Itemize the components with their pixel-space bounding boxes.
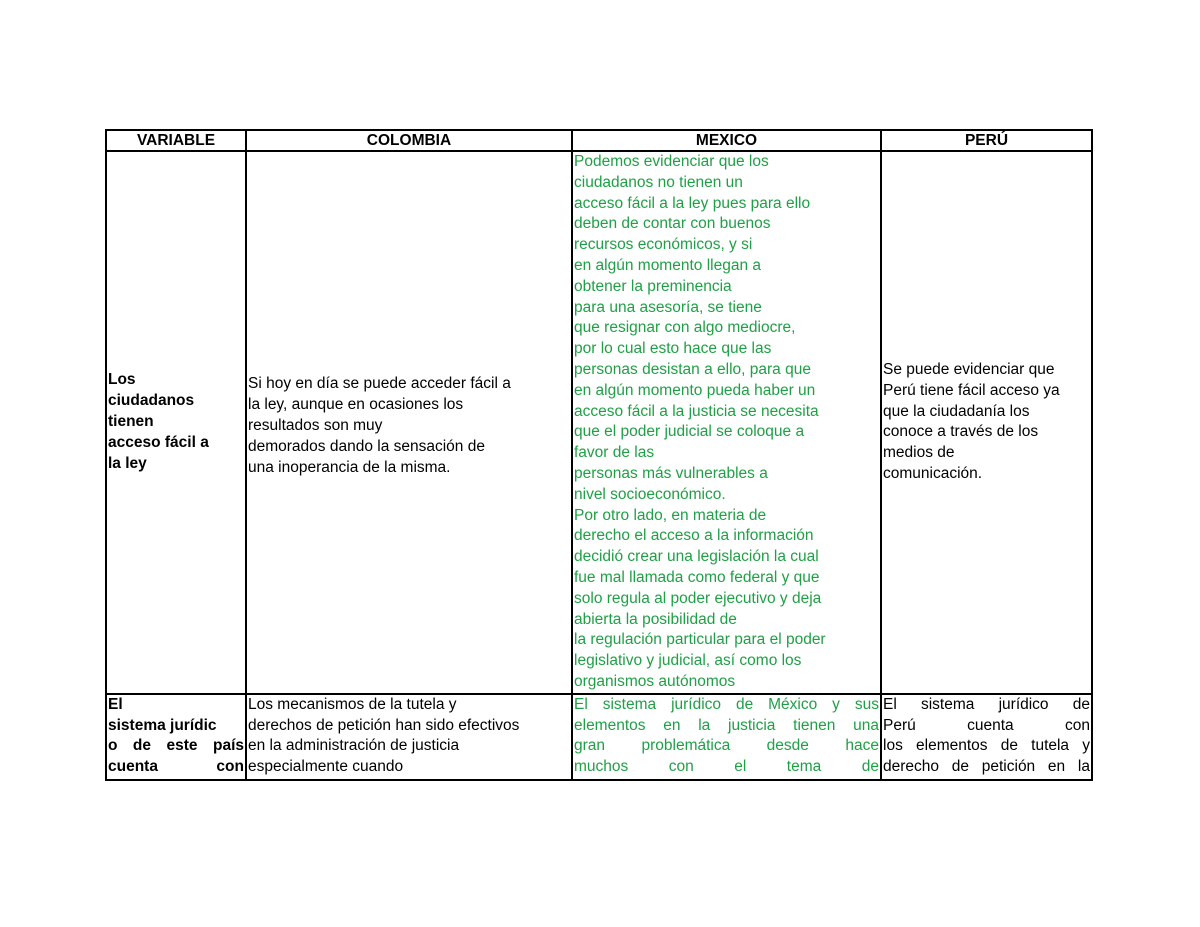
cell-line: para una asesoría, se tiene: [574, 298, 762, 316]
cell-line: los elementos de tutela y: [883, 737, 1090, 755]
cell-line: Perú tiene fácil acceso ya: [883, 381, 1060, 399]
cell-line: ciudadanos no tienen un: [574, 173, 743, 191]
cell-line: comunicación.: [883, 464, 983, 482]
header-mexico: MEXICO: [572, 130, 881, 151]
cell-line: acceso fácil a la justicia se necesita: [574, 402, 819, 420]
row2-colombia-cell: [246, 694, 572, 780]
cell-line: en algún momento pueda haber un: [574, 381, 816, 399]
cell-line: Los mecanismos de la tutela y: [248, 695, 457, 713]
row2-mexico-cell: [572, 694, 881, 780]
row2-peru-cell: [881, 694, 1092, 780]
row1-variable-cell: [106, 151, 246, 694]
cell-line: o de este país: [108, 737, 244, 755]
cell-line: una inoperancia de la misma.: [248, 458, 451, 476]
cell-line: la ley: [108, 454, 147, 472]
cell-line: tienen: [108, 412, 154, 430]
cell-line: la ley, aunque en ocasiones los: [248, 396, 464, 414]
cell-line: muchos con el tema de: [574, 758, 879, 776]
cell-line: obtener la preminencia: [574, 277, 732, 295]
cell-line: medios de: [883, 444, 955, 462]
cell-line: conoce a través de los: [883, 423, 1039, 441]
table-row: [106, 694, 1092, 780]
cell-line: Si hoy en día se puede acceder fácil a: [248, 375, 511, 393]
cell-line: derecho el acceso a la información: [574, 527, 814, 545]
cell-line: gran problemática desde hace: [574, 737, 879, 755]
row1-colombia-cell: [246, 151, 572, 694]
cell-line: recursos económicos, y si: [574, 236, 753, 254]
cell-line: El sistema jurídico de: [883, 695, 1090, 713]
cell-line: especialmente cuando: [248, 758, 404, 776]
cell-line: por lo cual esto hace que las: [574, 340, 772, 358]
row1-peru-cell: [881, 151, 1092, 694]
cell-line: derecho de petición en la: [883, 758, 1090, 776]
cell-line: nivel socioeconómico.: [574, 485, 726, 503]
cell-line: personas desistan a ello, para que: [574, 360, 811, 378]
cell-line: en algún momento llegan a: [574, 256, 761, 274]
cell-line: solo regula al poder ejecutivo y deja: [574, 589, 822, 607]
cell-line: abierta la posibilidad de: [574, 610, 737, 628]
header-variable: VARIABLE: [106, 130, 246, 151]
cell-line: acceso fácil a la ley pues para ello: [574, 194, 811, 212]
cell-line: legislativo y judicial, así como los: [574, 652, 802, 670]
cell-line: Perú cuenta con: [883, 716, 1090, 734]
row1-mexico-cell: [572, 151, 881, 694]
cell-line: Por otro lado, en materia de: [574, 506, 767, 524]
cell-line: elementos en la justicia tienen una: [574, 716, 879, 734]
comparison-table: [105, 129, 1093, 781]
cell-line: Se puede evidenciar que: [883, 360, 1055, 378]
cell-line: fue mal llamada como federal y que: [574, 568, 820, 586]
table-row: [106, 151, 1092, 694]
cell-line: demorados dando la sensación de: [248, 437, 485, 455]
cell-line: favor de las: [574, 444, 655, 462]
cell-line: derechos de petición han sido efectivos: [248, 716, 520, 734]
cell-line: en la administración de justicia: [248, 737, 460, 755]
cell-line: Los: [108, 371, 136, 389]
cell-line: que el poder judicial se coloque a: [574, 423, 805, 441]
table-header-row: [106, 130, 1092, 151]
cell-line: cuenta con: [108, 758, 244, 776]
cell-line: deben de contar con buenos: [574, 215, 771, 233]
cell-line: personas más vulnerables a: [574, 464, 768, 482]
cell-line: acceso fácil a: [108, 433, 209, 451]
cell-line: El: [108, 695, 123, 713]
cell-line: sistema jurídic: [108, 716, 217, 734]
cell-line: resultados son muy: [248, 416, 383, 434]
cell-line: decidió crear una legislación la cual: [574, 548, 819, 566]
cell-line: ciudadanos: [108, 392, 195, 410]
cell-line: la regulación particular para el poder: [574, 631, 826, 649]
header-colombia: COLOMBIA: [246, 130, 572, 151]
header-peru: PERÚ: [881, 130, 1092, 151]
cell-line: organismos autónomos: [574, 672, 736, 690]
cell-line: que resignar con algo mediocre,: [574, 319, 796, 337]
row2-variable-cell: [106, 694, 246, 780]
cell-line: que la ciudadanía los: [883, 402, 1030, 420]
cell-line: Podemos evidenciar que los: [574, 153, 769, 170]
cell-line: El sistema jurídico de México y sus: [574, 695, 879, 713]
